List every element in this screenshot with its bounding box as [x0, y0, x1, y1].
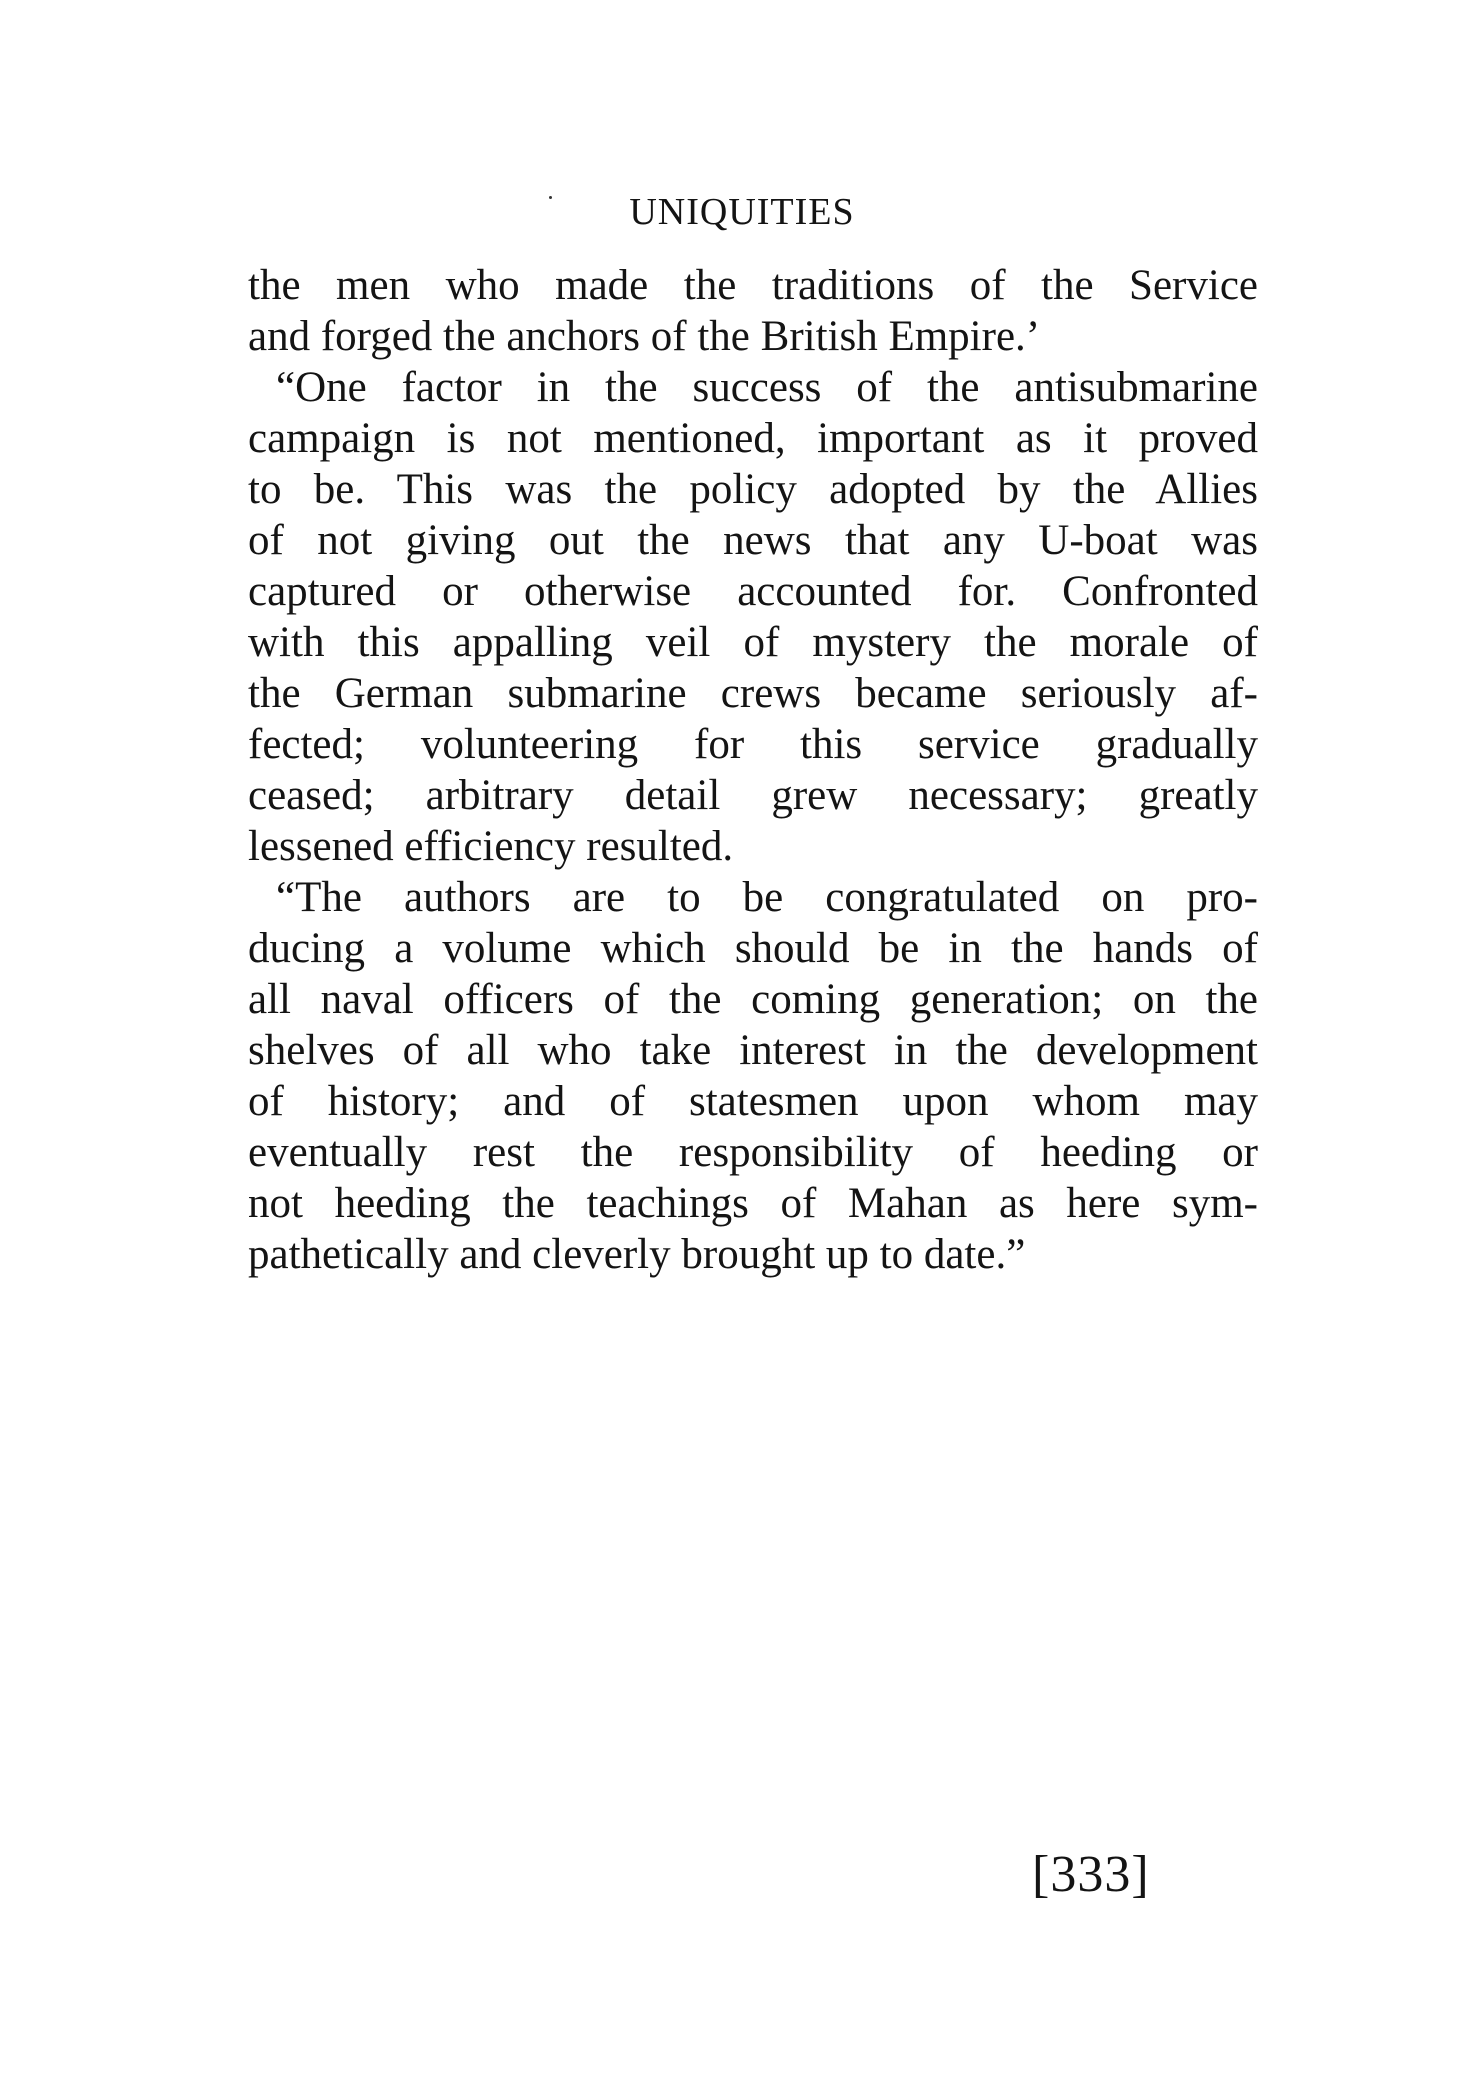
text-line: “The authors are to be congratulated on pro-	[276, 874, 1258, 921]
text-line: of history; and of statesmen upon whom may	[248, 1078, 1258, 1125]
page-number: [333]	[1032, 1846, 1150, 1903]
text-line: fected; volunteering for this service gradually	[248, 721, 1258, 768]
text-line: and forged the anchors of the British Empire.’	[248, 313, 1041, 360]
text-line: “One factor in the success of the antisubmarine	[276, 364, 1258, 411]
text-line: ceased; arbitrary detail grew necessary; greatly	[248, 772, 1258, 819]
text-line: to be. This was the policy adopted by the Allies	[248, 466, 1258, 513]
text-line: with this appalling veil of mystery the morale of	[248, 619, 1258, 666]
text-line: all naval officers of the coming generation; on the	[248, 976, 1258, 1023]
text-line: not heeding the teachings of Mahan as here sym-	[248, 1180, 1258, 1227]
text-line: pathetically and cleverly brought up to date.”	[248, 1231, 1026, 1278]
text-line: captured or otherwise accounted for. Confronted	[248, 568, 1258, 615]
text-line: shelves of all who take interest in the development	[248, 1027, 1258, 1074]
body-text	[248, 260, 1258, 1280]
text-line: ducing a volume which should be in the hands of	[248, 925, 1258, 972]
text-line: lessened efficiency resulted.	[248, 823, 734, 870]
text-line: eventually rest the responsibility of heeding or	[248, 1129, 1258, 1176]
running-head: UNIQUITIES	[629, 191, 855, 233]
text-line: the German submarine crews became seriously af-	[248, 670, 1258, 717]
text-line: of not giving out the news that any U-boat was	[248, 517, 1258, 564]
text-line: campaign is not mentioned, important as it proved	[248, 415, 1258, 462]
text-line: the men who made the traditions of the Service	[248, 262, 1258, 309]
